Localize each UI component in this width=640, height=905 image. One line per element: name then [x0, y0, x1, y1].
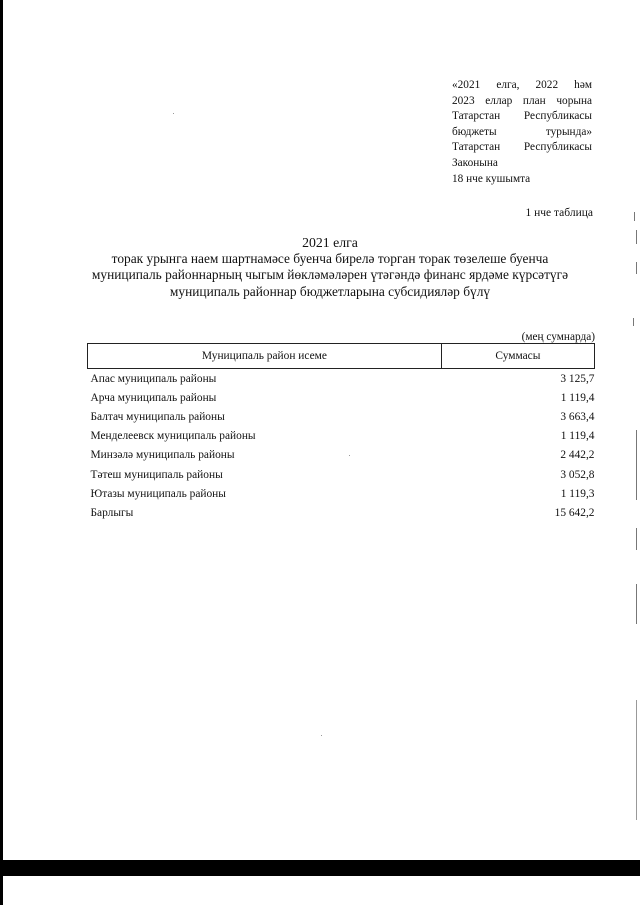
district-sum: 3 125,7 [560, 372, 595, 385]
appendix-note-line: Законына [452, 156, 498, 169]
scan-mark [636, 262, 637, 274]
district-sum: 2 442,2 [560, 449, 595, 462]
scan-mark [634, 212, 635, 221]
table-row [88, 407, 595, 426]
table-row [88, 465, 595, 484]
district-sum: 1 119,4 [560, 391, 595, 404]
scan-mark [636, 584, 637, 624]
scan-mark [636, 700, 637, 820]
appendix-note-line: Татарстан Республикасы [452, 110, 592, 123]
scan-speck [321, 735, 322, 736]
title-line: торак урынга наем шартнамәсе буенча бирелә торган торак төзелеше буенча [111, 251, 549, 267]
table-row [88, 446, 595, 465]
table-total-row [88, 503, 595, 522]
scan-bar-bottom [0, 860, 640, 876]
total-sum: 15 642,2 [554, 506, 595, 519]
district-sum: 1 119,3 [560, 487, 595, 500]
district-name: Ютазы муниципаль районы [90, 487, 226, 500]
header-sum: Суммасы [441, 344, 594, 369]
district-name: Тәтеш муниципаль районы [90, 468, 223, 481]
table-row [88, 369, 595, 389]
district-name: Минзәлә муниципаль районы [90, 449, 235, 462]
unit-note: (мең сумнарда) [521, 331, 595, 343]
title-year: 2021 елга [302, 235, 358, 250]
appendix-note-line: бюджеты турында» [452, 125, 592, 138]
subsidy-table [87, 343, 595, 523]
table-row [88, 484, 595, 503]
appendix-note-line: 18 нче кушымта [452, 172, 531, 185]
table-row [88, 388, 595, 407]
scan-edge-left [0, 0, 3, 905]
header-district-name: Муниципаль район исеме [88, 344, 442, 369]
document-title [60, 235, 600, 300]
district-sum: 3 052,8 [560, 468, 595, 481]
appendix-note-line: «2021 елга, 2022 һәм [452, 79, 592, 91]
appendix-note-line: Татарстан Республикасы [452, 141, 592, 154]
scan-mark [633, 318, 634, 326]
district-name: Балтач муниципаль районы [90, 410, 225, 423]
table-row [88, 427, 595, 446]
table-header-row [88, 344, 595, 369]
appendix-note [452, 78, 592, 187]
scan-mark [636, 430, 637, 500]
district-name: Апас муниципаль районы [90, 372, 217, 385]
scan-mark [636, 528, 637, 550]
district-sum: 3 663,4 [560, 410, 595, 423]
scan-mark [636, 230, 637, 244]
title-line: муниципаль районнарның чыгым йөкләмәләрен үтәгәндә финанс ярдәме күрсәтүгә [91, 267, 569, 283]
district-sum: 1 119,4 [560, 430, 595, 443]
scan-speck [173, 113, 174, 114]
district-name: Менделеевск муниципаль районы [90, 430, 256, 443]
table-number: 1 нче таблица [525, 207, 593, 219]
district-name: Арча муниципаль районы [90, 391, 217, 404]
appendix-note-line: 2023 еллар план чорына [452, 94, 592, 107]
total-label: Барлыгы [90, 506, 134, 519]
title-line: муниципаль районнар бюджетларына субсидияләр бүлү [169, 283, 491, 299]
